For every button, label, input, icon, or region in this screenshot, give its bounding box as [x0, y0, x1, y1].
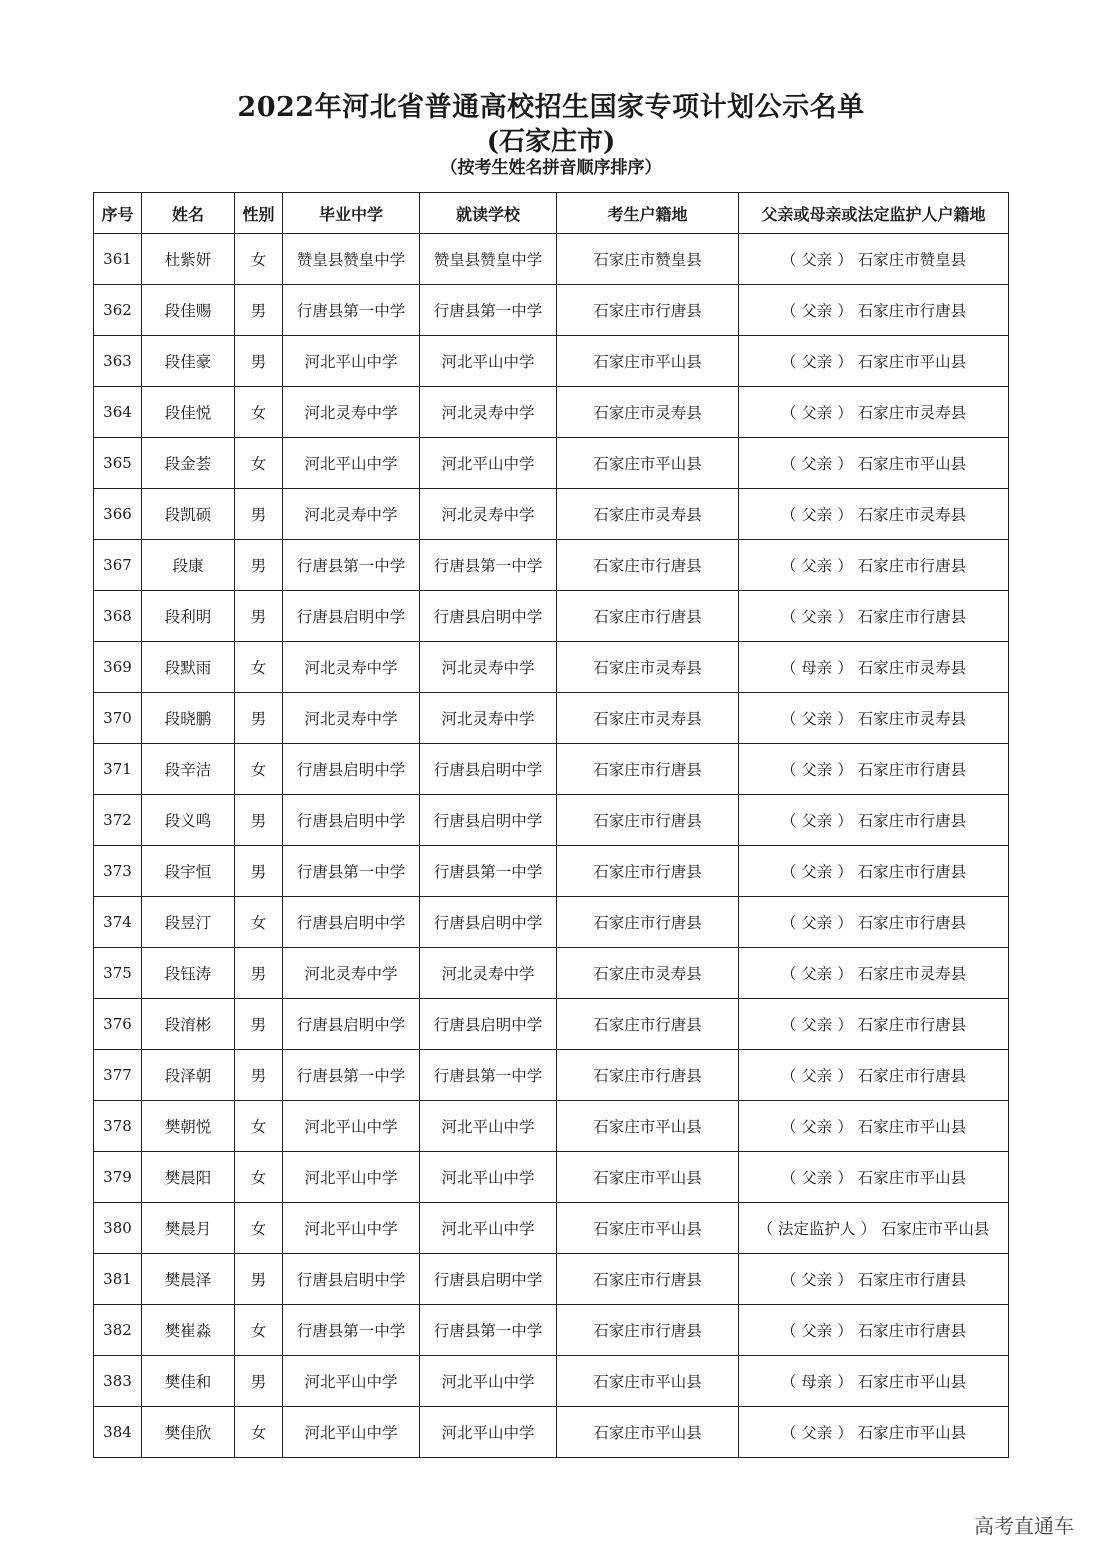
header-index: 序号: [94, 193, 142, 234]
table-row: [94, 693, 1009, 744]
cell-household-registration: 石家庄市行唐县: [557, 999, 739, 1050]
cell-household-registration: 石家庄市赞皇县: [557, 234, 739, 285]
cell-current-school: 赞皇县赞皇中学: [420, 234, 557, 285]
cell-index: 365: [94, 438, 142, 489]
cell-guardian-registration: （ 父亲 ） 石家庄市行唐县: [739, 795, 1009, 846]
cell-gender: 女: [235, 897, 283, 948]
cell-current-school: 行唐县第一中学: [420, 285, 557, 336]
cell-graduation-school: 河北灵寿中学: [283, 387, 420, 438]
header-name: 姓名: [142, 193, 235, 234]
cell-guardian-registration: （ 父亲 ） 石家庄市行唐县: [739, 744, 1009, 795]
cell-name: 樊朝悦: [142, 1101, 235, 1152]
cell-guardian-registration: （ 父亲 ） 石家庄市行唐县: [739, 540, 1009, 591]
cell-gender: 男: [235, 1356, 283, 1407]
cell-guardian-registration: （ 父亲 ） 石家庄市赞皇县: [739, 234, 1009, 285]
table-row: [94, 948, 1009, 999]
cell-current-school: 河北灵寿中学: [420, 489, 557, 540]
cell-index: 379: [94, 1152, 142, 1203]
table-row: [94, 285, 1009, 336]
table-row: [94, 1203, 1009, 1254]
cell-current-school: 行唐县启明中学: [420, 1254, 557, 1305]
cell-index: 376: [94, 999, 142, 1050]
table-row: [94, 897, 1009, 948]
cell-graduation-school: 行唐县启明中学: [283, 897, 420, 948]
cell-household-registration: 石家庄市行唐县: [557, 285, 739, 336]
cell-household-registration: 石家庄市行唐县: [557, 744, 739, 795]
table-row: [94, 489, 1009, 540]
cell-household-registration: 石家庄市灵寿县: [557, 642, 739, 693]
table-row: [94, 234, 1009, 285]
cell-graduation-school: 行唐县启明中学: [283, 744, 420, 795]
cell-current-school: 河北灵寿中学: [420, 693, 557, 744]
cell-graduation-school: 行唐县第一中学: [283, 1050, 420, 1101]
cell-guardian-registration: （ 父亲 ） 石家庄市行唐县: [739, 285, 1009, 336]
cell-household-registration: 石家庄市平山县: [557, 336, 739, 387]
cell-guardian-registration: （ 父亲 ） 石家庄市行唐县: [739, 1254, 1009, 1305]
cell-household-registration: 石家庄市平山县: [557, 438, 739, 489]
table-row: [94, 1407, 1009, 1458]
cell-graduation-school: 河北平山中学: [283, 1101, 420, 1152]
cell-index: 362: [94, 285, 142, 336]
document-title: 2022年河北省普通高校招生国家专项计划公示名单: [237, 92, 865, 123]
cell-current-school: 行唐县启明中学: [420, 999, 557, 1050]
cell-current-school: 河北平山中学: [420, 1407, 557, 1458]
table-row: [94, 999, 1009, 1050]
cell-household-registration: 石家庄市平山县: [557, 1101, 739, 1152]
table-row: [94, 1254, 1009, 1305]
cell-gender: 男: [235, 285, 283, 336]
cell-name: 段昱汀: [142, 897, 235, 948]
cell-name: 段凯硕: [142, 489, 235, 540]
cell-household-registration: 石家庄市行唐县: [557, 1305, 739, 1356]
cell-current-school: 河北灵寿中学: [420, 948, 557, 999]
table-row: [94, 540, 1009, 591]
cell-name: 樊晨泽: [142, 1254, 235, 1305]
cell-name: 樊崔淼: [142, 1305, 235, 1356]
cell-guardian-registration: （ 父亲 ） 石家庄市行唐县: [739, 999, 1009, 1050]
cell-current-school: 行唐县第一中学: [420, 1305, 557, 1356]
cell-guardian-registration: （ 父亲 ） 石家庄市平山县: [739, 1152, 1009, 1203]
cell-index: 364: [94, 387, 142, 438]
cell-current-school: 行唐县第一中学: [420, 846, 557, 897]
cell-gender: 男: [235, 795, 283, 846]
document-note: （按考生姓名拼音顺序排序）: [440, 158, 662, 178]
cell-graduation-school: 行唐县启明中学: [283, 591, 420, 642]
cell-graduation-school: 河北平山中学: [283, 1203, 420, 1254]
cell-current-school: 河北平山中学: [420, 1101, 557, 1152]
cell-index: 383: [94, 1356, 142, 1407]
table-row: [94, 438, 1009, 489]
cell-gender: 男: [235, 489, 283, 540]
cell-gender: 女: [235, 387, 283, 438]
table-body: [94, 234, 1009, 1458]
cell-name: 樊晨阳: [142, 1152, 235, 1203]
cell-graduation-school: 河北灵寿中学: [283, 642, 420, 693]
table-row: [94, 846, 1009, 897]
cell-index: 378: [94, 1101, 142, 1152]
cell-household-registration: 石家庄市行唐县: [557, 795, 739, 846]
cell-household-registration: 石家庄市行唐县: [557, 540, 739, 591]
cell-guardian-registration: （ 父亲 ） 石家庄市灵寿县: [739, 948, 1009, 999]
cell-guardian-registration: （ 父亲 ） 石家庄市行唐县: [739, 1050, 1009, 1101]
cell-current-school: 河北灵寿中学: [420, 387, 557, 438]
cell-index: 374: [94, 897, 142, 948]
cell-current-school: 河北平山中学: [420, 1356, 557, 1407]
cell-guardian-registration: （ 父亲 ） 石家庄市平山县: [739, 1101, 1009, 1152]
cell-household-registration: 石家庄市行唐县: [557, 1254, 739, 1305]
cell-graduation-school: 河北平山中学: [283, 1152, 420, 1203]
cell-index: 366: [94, 489, 142, 540]
cell-graduation-school: 行唐县第一中学: [283, 285, 420, 336]
cell-guardian-registration: （ 父亲 ） 石家庄市灵寿县: [739, 489, 1009, 540]
cell-guardian-registration: （ 法定监护人 ） 石家庄市平山县: [739, 1203, 1009, 1254]
cell-gender: 女: [235, 744, 283, 795]
header-household-registration: 考生户籍地: [557, 193, 739, 234]
cell-graduation-school: 河北平山中学: [283, 438, 420, 489]
cell-index: 373: [94, 846, 142, 897]
cell-index: 370: [94, 693, 142, 744]
cell-current-school: 河北平山中学: [420, 336, 557, 387]
cell-index: 382: [94, 1305, 142, 1356]
cell-index: 372: [94, 795, 142, 846]
cell-index: 361: [94, 234, 142, 285]
table-row: [94, 1356, 1009, 1407]
cell-household-registration: 石家庄市平山县: [557, 1407, 739, 1458]
cell-graduation-school: 河北平山中学: [283, 1356, 420, 1407]
cell-graduation-school: 行唐县第一中学: [283, 846, 420, 897]
document-city: (石家庄市): [486, 127, 616, 157]
cell-index: 363: [94, 336, 142, 387]
table-row: [94, 1101, 1009, 1152]
cell-graduation-school: 行唐县第一中学: [283, 1305, 420, 1356]
cell-name: 段宇恒: [142, 846, 235, 897]
cell-graduation-school: 河北灵寿中学: [283, 693, 420, 744]
cell-name: 段淯彬: [142, 999, 235, 1050]
cell-current-school: 河北平山中学: [420, 438, 557, 489]
cell-current-school: 河北平山中学: [420, 1203, 557, 1254]
cell-index: 368: [94, 591, 142, 642]
cell-graduation-school: 行唐县第一中学: [283, 540, 420, 591]
cell-graduation-school: 行唐县启明中学: [283, 999, 420, 1050]
cell-name: 段辛洁: [142, 744, 235, 795]
cell-graduation-school: 河北平山中学: [283, 1407, 420, 1458]
cell-guardian-registration: （ 父亲 ） 石家庄市灵寿县: [739, 693, 1009, 744]
cell-gender: 男: [235, 948, 283, 999]
cell-current-school: 行唐县启明中学: [420, 795, 557, 846]
cell-graduation-school: 河北灵寿中学: [283, 948, 420, 999]
table-header-row: [94, 193, 1009, 234]
roster-table: [93, 192, 1009, 1458]
cell-index: 381: [94, 1254, 142, 1305]
cell-gender: 男: [235, 693, 283, 744]
cell-graduation-school: 河北灵寿中学: [283, 489, 420, 540]
cell-household-registration: 石家庄市平山县: [557, 1203, 739, 1254]
cell-gender: 男: [235, 846, 283, 897]
cell-guardian-registration: （ 父亲 ） 石家庄市行唐县: [739, 591, 1009, 642]
cell-household-registration: 石家庄市灵寿县: [557, 693, 739, 744]
header-graduation-school: 毕业中学: [283, 193, 420, 234]
cell-gender: 女: [235, 234, 283, 285]
cell-guardian-registration: （ 父亲 ） 石家庄市行唐县: [739, 1305, 1009, 1356]
cell-name: 段义鸣: [142, 795, 235, 846]
cell-gender: 女: [235, 1152, 283, 1203]
table-row: [94, 642, 1009, 693]
cell-name: 段泽朝: [142, 1050, 235, 1101]
cell-gender: 男: [235, 999, 283, 1050]
cell-current-school: 河北灵寿中学: [420, 642, 557, 693]
header-guardian-registration: 父亲或母亲或法定监护人户籍地: [739, 193, 1009, 234]
cell-name: 段佳赐: [142, 285, 235, 336]
table-row: [94, 591, 1009, 642]
table-row: [94, 744, 1009, 795]
cell-index: 367: [94, 540, 142, 591]
cell-household-registration: 石家庄市平山县: [557, 1152, 739, 1203]
cell-index: 384: [94, 1407, 142, 1458]
cell-graduation-school: 行唐县启明中学: [283, 795, 420, 846]
cell-household-registration: 石家庄市灵寿县: [557, 489, 739, 540]
cell-gender: 男: [235, 540, 283, 591]
cell-index: 371: [94, 744, 142, 795]
cell-name: 杜紫妍: [142, 234, 235, 285]
cell-guardian-registration: （ 父亲 ） 石家庄市平山县: [739, 1407, 1009, 1458]
table-row: [94, 387, 1009, 438]
cell-guardian-registration: （ 母亲 ） 石家庄市灵寿县: [739, 642, 1009, 693]
cell-guardian-registration: （ 父亲 ） 石家庄市平山县: [739, 336, 1009, 387]
cell-name: 樊晨月: [142, 1203, 235, 1254]
cell-household-registration: 石家庄市行唐县: [557, 897, 739, 948]
header-current-school: 就读学校: [420, 193, 557, 234]
cell-index: 377: [94, 1050, 142, 1101]
cell-household-registration: 石家庄市行唐县: [557, 591, 739, 642]
cell-gender: 女: [235, 1305, 283, 1356]
header-gender: 性别: [235, 193, 283, 234]
cell-name: 段晓鹏: [142, 693, 235, 744]
cell-graduation-school: 河北平山中学: [283, 336, 420, 387]
cell-gender: 男: [235, 1050, 283, 1101]
cell-household-registration: 石家庄市灵寿县: [557, 948, 739, 999]
cell-household-registration: 石家庄市行唐县: [557, 1050, 739, 1101]
cell-name: 段佳悦: [142, 387, 235, 438]
cell-current-school: 行唐县第一中学: [420, 540, 557, 591]
cell-gender: 女: [235, 438, 283, 489]
cell-current-school: 行唐县启明中学: [420, 591, 557, 642]
cell-household-registration: 石家庄市行唐县: [557, 846, 739, 897]
cell-index: 375: [94, 948, 142, 999]
table-row: [94, 336, 1009, 387]
cell-name: 段利明: [142, 591, 235, 642]
cell-gender: 女: [235, 642, 283, 693]
cell-guardian-registration: （ 父亲 ） 石家庄市行唐县: [739, 846, 1009, 897]
cell-current-school: 行唐县启明中学: [420, 897, 557, 948]
cell-guardian-registration: （ 父亲 ） 石家庄市行唐县: [739, 897, 1009, 948]
watermark: 高考直通车: [974, 1514, 1074, 1538]
table-row: [94, 795, 1009, 846]
cell-guardian-registration: （ 母亲 ） 石家庄市平山县: [739, 1356, 1009, 1407]
cell-gender: 男: [235, 336, 283, 387]
cell-name: 樊佳欣: [142, 1407, 235, 1458]
cell-graduation-school: 赞皇县赞皇中学: [283, 234, 420, 285]
cell-graduation-school: 行唐县启明中学: [283, 1254, 420, 1305]
cell-gender: 男: [235, 1254, 283, 1305]
cell-guardian-registration: （ 父亲 ） 石家庄市平山县: [739, 438, 1009, 489]
table-row: [94, 1152, 1009, 1203]
cell-current-school: 行唐县启明中学: [420, 744, 557, 795]
table-row: [94, 1305, 1009, 1356]
cell-name: 段默雨: [142, 642, 235, 693]
cell-name: 段钰涛: [142, 948, 235, 999]
cell-gender: 女: [235, 1203, 283, 1254]
cell-name: 段金荟: [142, 438, 235, 489]
cell-current-school: 行唐县第一中学: [420, 1050, 557, 1101]
cell-name: 段佳豪: [142, 336, 235, 387]
cell-index: 369: [94, 642, 142, 693]
table-row: [94, 1050, 1009, 1101]
cell-name: 段康: [142, 540, 235, 591]
cell-current-school: 河北平山中学: [420, 1152, 557, 1203]
cell-household-registration: 石家庄市平山县: [557, 1356, 739, 1407]
cell-gender: 男: [235, 591, 283, 642]
cell-gender: 女: [235, 1101, 283, 1152]
cell-household-registration: 石家庄市灵寿县: [557, 387, 739, 438]
cell-gender: 女: [235, 1407, 283, 1458]
cell-guardian-registration: （ 父亲 ） 石家庄市灵寿县: [739, 387, 1009, 438]
cell-name: 樊佳和: [142, 1356, 235, 1407]
cell-index: 380: [94, 1203, 142, 1254]
